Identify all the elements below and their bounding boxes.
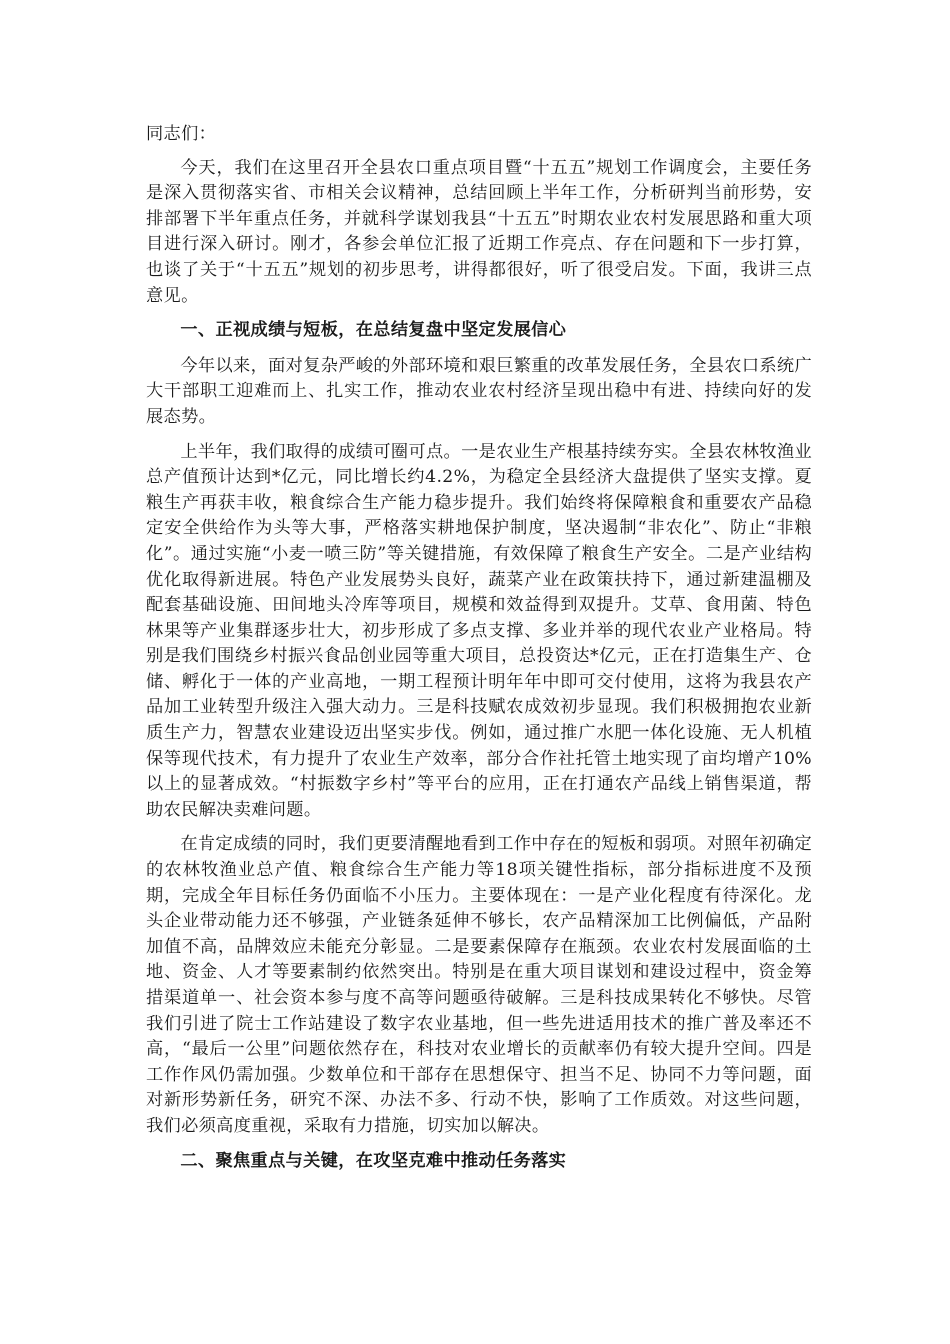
document-page: [146, 122, 812, 1174]
section-2-heading: 二、聚焦重点与关键，在攻坚克难中推动任务落实: [180, 1150, 567, 1171]
section-1-paragraph-1: 今年以来，面对复杂严峻的外部环境和艰巨繁重的改革发展任务，全县农口系统广大干部职工迎难而上、扎实工作，推动农业农村经济呈现出稳中有进、持续向好的发展态势。: [146, 355, 812, 427]
section-1-paragraph-2: 上半年，我们取得的成绩可圈可点。一是农业生产根基持续夯实。全县农林牧渔业总产值预计达到*亿元，同比增长约4.2%，为稳定全县经济大盘提供了坚实支撑。夏粮生产再获丰收，粮食综合生产能力稳步提升。我们始终将保障粮食和重要农产品稳定安全供给作为头等大事，严格落实耕地保护制度，坚决遏制“非农化”、防止“非粮化”。通过实施“小麦一喷三防”等关键措施，有效保障了粮食生产安全。二是产业结构优化取得新进展。特色产业发展势头良好，蔬菜产业在政策扶持下，通过新建温棚及配套基础设施、田间地头冷库等项目，规模和效益得到双提升。艾草、食用菌、特色林果等产业集群逐步壮大，初步形成了多点支撑、多业并举的现代农业产业格局。特别是我们围绕乡村振兴食品创业园等重大项目，总投资达*亿元，正在打造集生产、仓储、孵化于一体的产业高地，一期工程预计明年年中即可交付使用，这将为我县农产品加工业转型升级注入强大动力。三是科技赋农成效初步显现。我们积极拥抱农业新质生产力，智慧农业建设迈出坚实步伐。例如，通过推广水肥一体化设施、无人机植保等现代技术，有力提升了农业生产效率，部分合作社托管土地实现了亩均增产10%以上的显著成效。“村振数字乡村”等平台的应用，正在打通农产品线上销售渠道，帮助农民解决卖难问题。: [146, 441, 812, 820]
section-1-heading: 一、正视成绩与短板，在总结复盘中坚定发展信心: [180, 320, 567, 341]
salutation: 同志们：: [146, 124, 217, 144]
intro-paragraph: 今天，我们在这里召开全县农口重点项目暨“十五五”规划工作调度会，主要任务是深入贯彻落实省、市相关会议精神，总结回顾上半年工作，分析研判当前形势，安排部署下半年重点任务，并就科学谋划我县“十五五”时期农业农村发展思路和重大项目进行深入研讨。刚才，各参会单位汇报了近期工作亮点、存在问题和下一步打算，也谈了关于“十五五”规划的初步思考，讲得都很好，听了很受启发。下面，我讲三点意见。: [146, 157, 812, 306]
section-1-paragraph-3: 在肯定成绩的同时，我们更要清醒地看到工作中存在的短板和弱项。对照年初确定的农林牧渔业总产值、粮食综合生产能力等18项关键性指标，部分指标进度不及预期，完成全年目标任务仍面临不小压力。主要体现在：一是产业化程度有待深化。龙头企业带动能力还不够强，产业链条延伸不够长，农产品精深加工比例偏低，产品附加值不高，品牌效应未能充分彰显。二是要素保障存在瓶颈。农业农村发展面临的土地、资金、人才等要素制约依然突出。特别是在重大项目谋划和建设过程中，资金筹措渠道单一、社会资本参与度不高等问题亟待破解。三是科技成果转化不够快。尽管我们引进了院士工作站建设了数字农业基地，但一些先进适用技术的推广普及率还不高，“最后一公里”问题依然存在，科技对农业增长的贡献率仍有较大提升空间。四是工作作风仍需加强。少数单位和干部存在思想保守、担当不足、协同不力等问题，面对新形势新任务，研究不深、办法不多、行动不快，影响了工作质效。对这些问题，我们必须高度重视，采取有力措施，切实加以解决。: [146, 834, 812, 1136]
